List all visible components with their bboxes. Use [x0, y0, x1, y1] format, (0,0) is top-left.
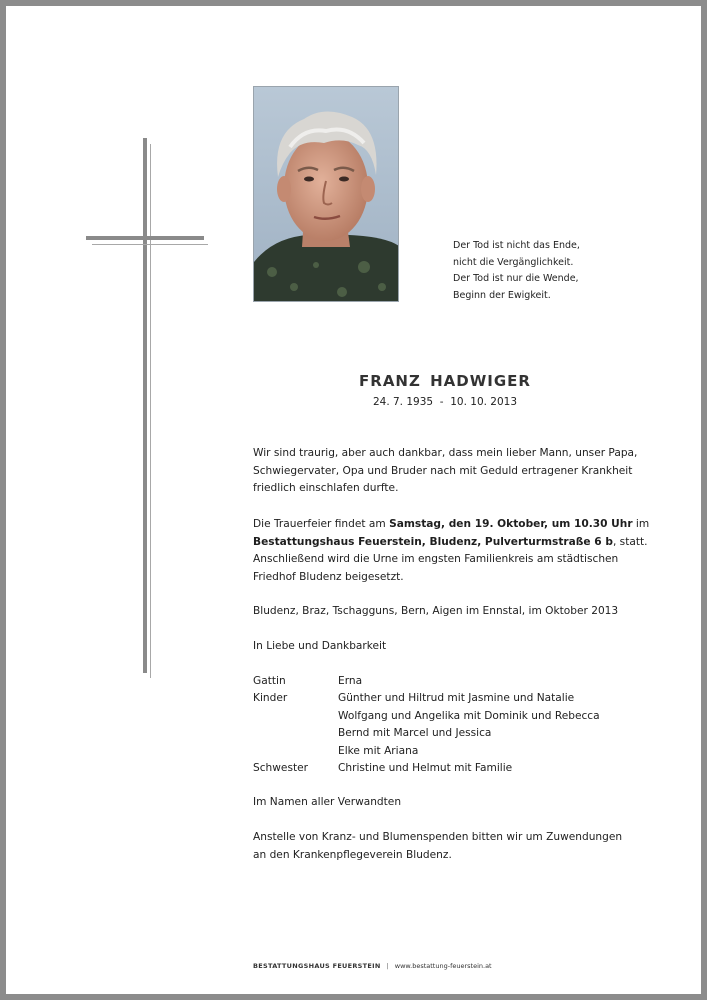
intro-line: Schwiegervater, Opa und Bruder nach mit Geduld ertragener Krankheit — [253, 464, 633, 477]
ceremony-line: Anschließend wird die Urne im engsten Familienkreis am städtischen — [253, 553, 619, 565]
footer-separator: | — [386, 962, 389, 970]
footer — [253, 962, 492, 970]
portrait-photo — [253, 86, 399, 302]
footer-firm: BESTATTUNGSHAUS FEUERSTEIN — [253, 962, 381, 970]
cross-vertical-line — [150, 144, 151, 678]
poem-line: Beginn der Ewigkeit. — [453, 289, 551, 301]
ceremony-line: Friedhof Bludenz beigesetzt. — [253, 570, 404, 583]
family-names: Günther und Hiltrud mit Jasmine und Natalie — [338, 692, 575, 705]
cross-vertical-bar — [143, 138, 147, 673]
family-names: Christine und Helmut mit Familie — [338, 761, 513, 774]
poem-line: Der Tod ist nicht das Ende, — [453, 240, 580, 251]
poem-line: Der Tod ist nur die Wende, — [453, 273, 579, 284]
closing-love — [253, 638, 653, 656]
life-dates: 24. 7. 1935 - 10. 10. 2013 — [372, 396, 518, 408]
places-text: Bludenz, Braz, Tschagguns, Bern, Aigen im Ennstal, im Oktober 2013 — [253, 605, 619, 617]
ceremony-paragraph — [253, 516, 653, 586]
family-names: Elke mit Ariana — [338, 744, 419, 757]
donation-line: Anstelle von Kranz- und Blumenspenden bitten wir um Zuwendungen — [253, 831, 623, 843]
footer-url[interactable]: www.bestattung-feuerstein.at — [394, 962, 492, 970]
family-role: Kinder — [253, 692, 288, 705]
ceremony-line — [253, 534, 653, 552]
ceremony-text: im — [632, 518, 650, 530]
ceremony-line — [253, 516, 653, 534]
family-role: Schwester — [253, 761, 308, 774]
family-role: Gattin — [253, 675, 286, 687]
donation-paragraph — [253, 829, 653, 864]
ceremony-text: Die Trauerfeier findet am — [253, 518, 390, 530]
ceremony-text: , statt. — [612, 535, 648, 548]
intro-line: Wir sind traurig, aber auch dankbar, dass mein lieber Mann, unser Papa, — [253, 447, 638, 459]
cross-horizontal-bar — [86, 236, 204, 240]
closing-love-text: In Liebe und Dankbarkeit — [253, 640, 387, 652]
cross-horizontal-line — [92, 244, 208, 245]
deceased-name: FRANZ HADWIGER — [359, 372, 531, 390]
relatives-text: Im Namen aller Verwandten — [253, 796, 402, 808]
poem-line: nicht die Vergänglichkeit. — [453, 256, 574, 268]
donation-line: an den Krankenpflegeverein Bludenz. — [253, 848, 452, 861]
family-names: Erna — [338, 675, 363, 687]
ceremony-location: Bestattungshaus Feuerstein, Bludenz, Pulverturmstraße 6 b — [253, 535, 613, 548]
poem — [453, 238, 580, 304]
intro-line: friedlich einschlafen durfte. — [253, 482, 399, 494]
family-names: Bernd mit Marcel und Jessica — [338, 727, 492, 740]
ceremony-date: Samstag, den 19. Oktober, um 10.30 Uhr — [389, 518, 633, 530]
family-names: Wolfgang und Angelika mit Dominik und Rebecca — [338, 709, 600, 722]
relatives-line — [253, 794, 653, 812]
places-line — [253, 603, 653, 621]
intro-paragraph — [253, 445, 653, 498]
